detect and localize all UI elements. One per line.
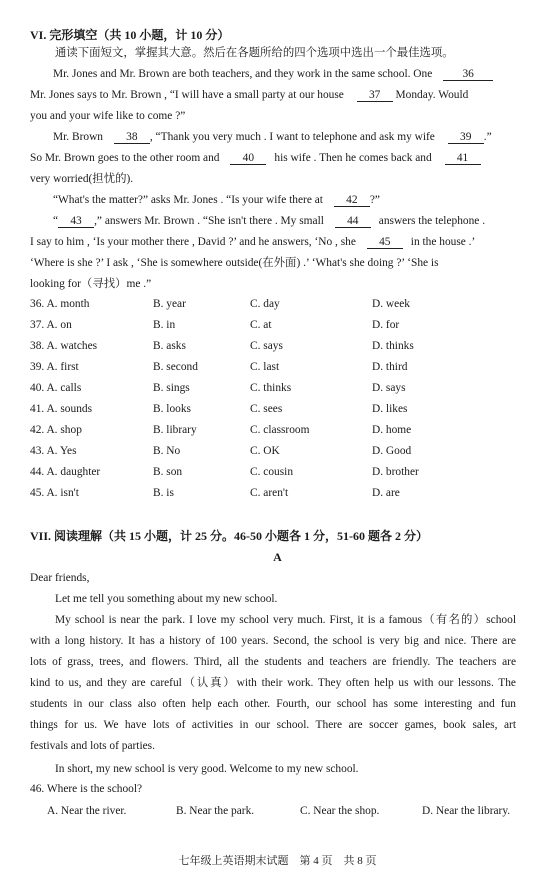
option-b[interactable]: B. is [153, 487, 174, 499]
passage-line: Mr. Jones and Mr. Brown are both teachers, and they work in the same school. One 36 [53, 67, 493, 81]
option-d[interactable]: D. Good [372, 445, 412, 457]
option-b[interactable]: B. library [153, 424, 197, 436]
option-b[interactable]: B. No [153, 445, 181, 457]
blank-45: 45 [367, 236, 403, 249]
page-footer: 七年级上英语期末试题 第 4 页 共 8 页 [178, 855, 377, 867]
passage-line: “ 43 ,” answers Mr. Brown . “She isn't there . My small 44 answers the telephone . [53, 215, 486, 227]
option-c[interactable]: C. last [250, 361, 280, 373]
letter-line: students in our class also often help each other. Fourth, our school has some interesting and fun [30, 698, 516, 710]
option-c[interactable]: C. says [250, 340, 283, 352]
option-b[interactable]: B. asks [153, 340, 186, 352]
letter-line: kind to us, and they are careful（认真）with their work. They often help us with our lessons. The [30, 677, 516, 689]
letter-paragraph: In short, my new school is very good. Welcome to my new school. [55, 763, 359, 775]
passage-line: ‘Where is she ?’ I ask , ‘She is somewhere outside(在外面) .’ ‘What's she doing ?’ ‘She is [30, 257, 439, 269]
option-d[interactable]: D. brother [372, 466, 419, 478]
option-d[interactable]: D. for [372, 319, 400, 331]
option-c[interactable]: C. sees [250, 403, 283, 415]
option-c[interactable]: C. day [250, 298, 280, 310]
option-a[interactable]: A. Near the river. [47, 805, 127, 817]
option-d[interactable]: D. home [372, 424, 412, 436]
option-b[interactable]: B. looks [153, 403, 191, 415]
option-c[interactable]: C. thinks [250, 382, 292, 394]
option-b[interactable]: B. sings [153, 382, 190, 394]
section-6-heading: VI. 完形填空（共 10 小题，计 10 分） [30, 28, 230, 42]
option-d[interactable]: D. Near the library. [422, 805, 511, 817]
section-6-instruction: 通读下面短文，掌握其大意。然后在各题所给的四个选项中选出一个最佳选项。 [55, 47, 454, 59]
section-7-heading: VII. 阅读理解（共 15 小题，计 25 分。46-50 小题各 1 分，51-60 题各 2 分） [30, 529, 428, 543]
question-41 [30, 403, 530, 417]
question-38 [30, 340, 530, 354]
question-37 [30, 319, 530, 333]
passage-line: Mr. Brown 38 , “Thank you very much . I want to telephone and ask my wife 39 .” [53, 131, 492, 143]
passage-line: Mr. Jones says to Mr. Brown , “I will have a small party at our house 37 Monday. Would [30, 89, 469, 101]
passage-label: A [273, 550, 282, 564]
question-42 [30, 424, 530, 438]
question-39 [30, 361, 530, 375]
passage-line: looking for（寻找）me .” [30, 278, 152, 290]
option-b[interactable]: B. year [153, 298, 186, 310]
option-a[interactable]: 40. A. calls [30, 382, 82, 394]
question-40 [30, 382, 530, 396]
blank-38: 38 [114, 131, 150, 144]
option-c[interactable]: C. OK [250, 445, 280, 457]
option-b[interactable]: B. Near the park. [176, 805, 255, 817]
blank-37: 37 [357, 89, 393, 102]
blank-40: 40 [230, 152, 266, 165]
question-45 [30, 487, 530, 501]
option-c[interactable]: C. Near the shop. [300, 805, 380, 817]
option-c[interactable]: C. aren't [250, 487, 289, 499]
option-d[interactable]: D. third [372, 361, 408, 373]
passage-line: I say to him , ‘Is your mother there , David ?’ and he answers, ‘No , she 45 in the house .’ [30, 236, 476, 248]
passage-line: very worried(担忧的). [30, 173, 134, 185]
option-c[interactable]: C. cousin [250, 466, 294, 478]
question-36 [30, 298, 530, 312]
option-b[interactable]: B. son [153, 466, 183, 478]
passage-line: “What's the matter?” asks Mr. Jones . “Is your wife there at 42 ?” [53, 194, 380, 206]
blank-41: 41 [445, 152, 481, 165]
blank-36: 36 [443, 68, 493, 81]
option-c[interactable]: C. classroom [250, 424, 310, 436]
blank-44: 44 [335, 215, 371, 228]
question-46-stem: 46. Where is the school? [30, 783, 143, 795]
option-d[interactable]: D. are [372, 487, 400, 499]
question-43 [30, 445, 530, 459]
option-d[interactable]: D. says [372, 382, 406, 394]
passage-line: So Mr. Brown goes to the other room and 40 his wife . Then he comes back and 41 [30, 151, 481, 165]
option-a[interactable]: 45. A. isn't [30, 487, 79, 499]
letter-line: My school is near the park. I love my school very much. First, it is a famous（有名的）school [55, 614, 516, 626]
blank-43: 43 [58, 215, 94, 228]
option-a[interactable]: 42. A. shop [30, 424, 82, 436]
letter-line: things for us. We have lots of activities in our school. There are soccer games, book sales, art [30, 719, 516, 731]
letter-line: festivals and lots of parties. [30, 740, 155, 752]
question-44 [30, 466, 530, 480]
option-a[interactable]: 43. A. Yes [30, 445, 77, 457]
option-c[interactable]: C. at [250, 319, 272, 331]
letter-paragraph: Let me tell you something about my new school. [55, 593, 278, 605]
blank-39: 39 [448, 131, 484, 144]
option-a[interactable]: 38. A. watches [30, 340, 98, 352]
option-a[interactable]: 41. A. sounds [30, 403, 93, 415]
letter-line: lots of grass, trees, and flowers. Third, all the students and teachers are friendly. The teachers are [30, 656, 516, 668]
option-d[interactable]: D. thinks [372, 340, 414, 352]
option-a[interactable]: 36. A. month [30, 298, 90, 310]
option-b[interactable]: B. in [153, 319, 176, 331]
option-a[interactable]: 39. A. first [30, 361, 79, 373]
passage-line: you and your wife like to come ?” [30, 110, 186, 122]
letter-greeting: Dear friends, [30, 572, 90, 584]
option-a[interactable]: 44. A. daughter [30, 466, 101, 478]
option-a[interactable]: 37. A. on [30, 319, 72, 331]
letter-line: with a long history. It has a history of 100 years. Second, the school is very big and nice. There are [30, 635, 516, 647]
option-d[interactable]: D. likes [372, 403, 408, 415]
option-b[interactable]: B. second [153, 361, 198, 373]
blank-42: 42 [334, 194, 370, 207]
option-d[interactable]: D. week [372, 298, 410, 310]
